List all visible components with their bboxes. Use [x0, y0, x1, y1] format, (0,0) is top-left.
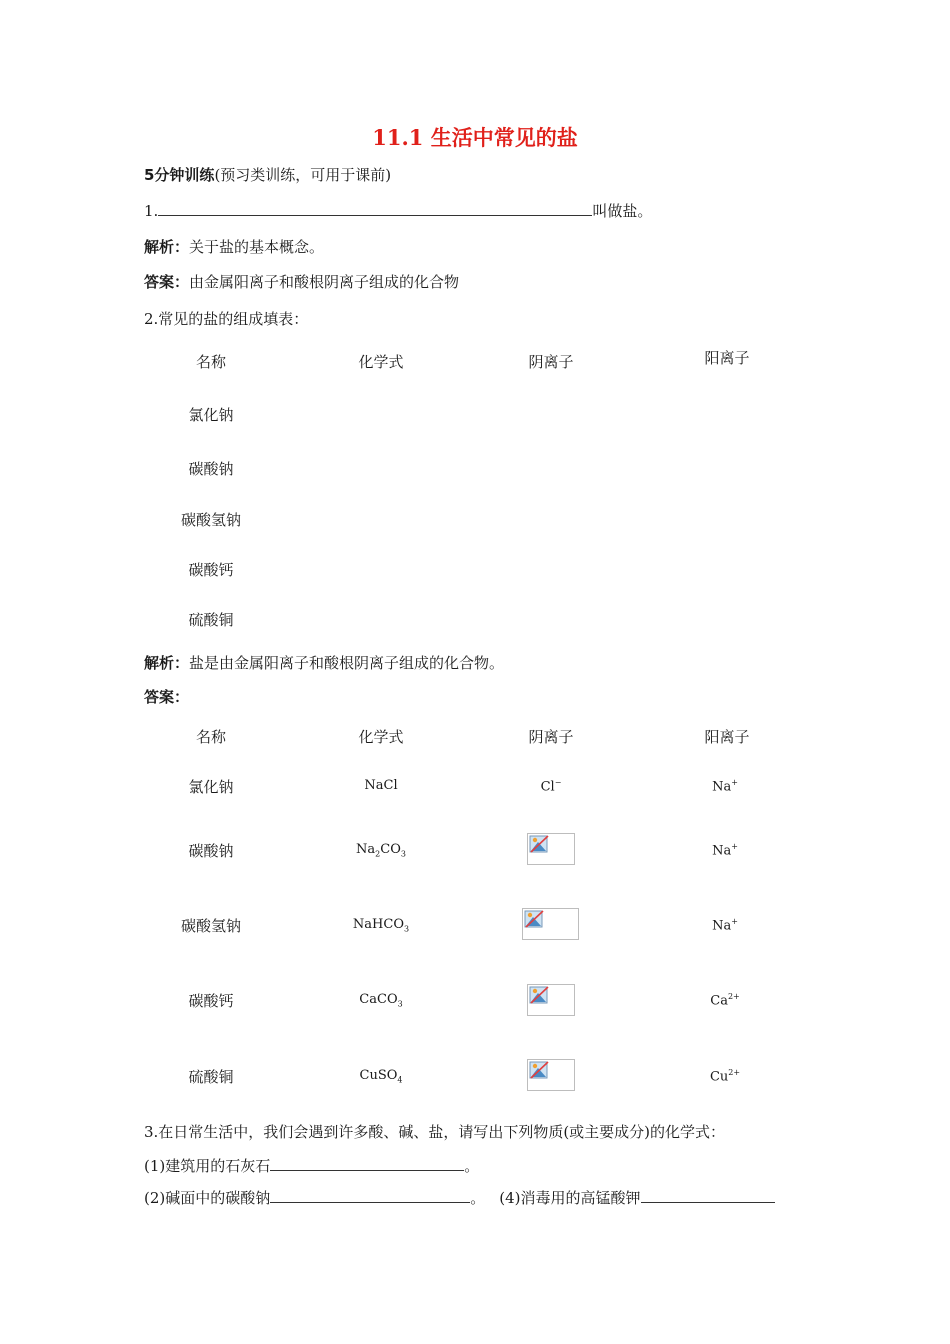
analysis-text: 盐是由金属阳离子和酸根阴离子组成的化合物。 — [189, 654, 505, 672]
page-title: 11.1 生活中常见的盐 — [372, 125, 578, 150]
broken-image-icon — [522, 908, 579, 940]
question-tail: 叫做盐。 — [592, 202, 653, 220]
analysis-label: 解析： — [144, 238, 190, 256]
section-label: 5分钟训练 — [144, 166, 215, 184]
answer-text: 由金属阳离子和酸根阴离子组成的化合物 — [189, 273, 460, 291]
answer-blank[interactable] — [641, 1189, 775, 1203]
q1-analysis — [144, 236, 324, 257]
answer-row-name: 氯化钠 — [188, 778, 234, 796]
answer-row-anion: Cl− — [540, 778, 562, 795]
answer-header-name: 名称 — [195, 728, 226, 746]
answer-row-cation: $Ca^{2+}$ — [710, 992, 740, 1009]
answer-row-name: 碳酸钠 — [188, 842, 234, 860]
table-row-name: 硫酸铜 — [188, 611, 234, 629]
answer-header-cation: 阳离子 — [704, 728, 750, 746]
answer-row-formula: NaCl — [364, 778, 398, 793]
section-note: (预习类训练，可用于课前) — [214, 166, 392, 184]
answer-row-cation: Na+ — [712, 917, 738, 934]
answer-blank[interactable] — [270, 1157, 464, 1171]
answer-header-anion: 阴离子 — [528, 728, 574, 746]
answer-row-formula: CaCO$_3$ — [359, 992, 403, 1009]
answer-row-cation: Na+ — [712, 842, 738, 859]
answer-row-formula: CuSO$_4$ — [359, 1068, 403, 1085]
broken-image-icon — [527, 984, 575, 1016]
table-row-name: 碳酸钠 — [188, 460, 234, 478]
answer-row-cation: Na+ — [712, 778, 738, 795]
table-header-anion: 阴离子 — [528, 353, 574, 371]
broken-image-icon — [527, 833, 575, 865]
section-heading — [144, 164, 391, 185]
question-number: 1. — [144, 202, 159, 220]
q2-analysis — [144, 652, 504, 673]
answer-row-cation: $Cu^{2+}$ — [709, 1068, 741, 1085]
q1-answer — [144, 271, 459, 292]
table-header-cation: 阳离子 — [704, 349, 750, 367]
answer-row-name: 碳酸氢钠 — [180, 917, 241, 935]
answer-row-name: 硫酸铜 — [188, 1068, 234, 1086]
q2-answer-label: 答案： — [144, 688, 190, 706]
answer-blank[interactable] — [158, 202, 592, 216]
broken-image-icon — [527, 1059, 575, 1091]
answer-label: 答案： — [144, 273, 190, 291]
table-row-name: 碳酸钙 — [188, 561, 234, 579]
table-row-name: 碳酸氢钠 — [180, 511, 241, 529]
answer-blank[interactable] — [270, 1189, 470, 1203]
answer-row-name: 碳酸钙 — [188, 992, 234, 1010]
table-row-name: 氯化钠 — [188, 406, 234, 424]
analysis-label: 解析： — [144, 654, 190, 672]
question-1 — [144, 200, 652, 221]
question-3: 3.在日常生活中，我们会遇到许多酸、碱、盐，请写出下列物质(或主要成分)的化学式： — [144, 1123, 726, 1141]
table-header-name: 名称 — [195, 353, 226, 371]
table-header-formula: 化学式 — [358, 353, 404, 371]
answer-row-formula: NaHCO$_3$ — [352, 917, 410, 934]
answer-header-formula: 化学式 — [358, 728, 404, 746]
analysis-text: 关于盐的基本概念。 — [189, 238, 325, 256]
q3-item-2: (2)碱面中的碳酸钠 。 (4)消毒用的高锰酸钾 — [144, 1187, 775, 1208]
answer-row-formula: $Na_2CO_3$ — [356, 842, 406, 859]
q3-item-1: (1)建筑用的石灰石 。 — [144, 1157, 480, 1175]
question-2: 2.常见的盐的组成填表： — [144, 310, 309, 328]
